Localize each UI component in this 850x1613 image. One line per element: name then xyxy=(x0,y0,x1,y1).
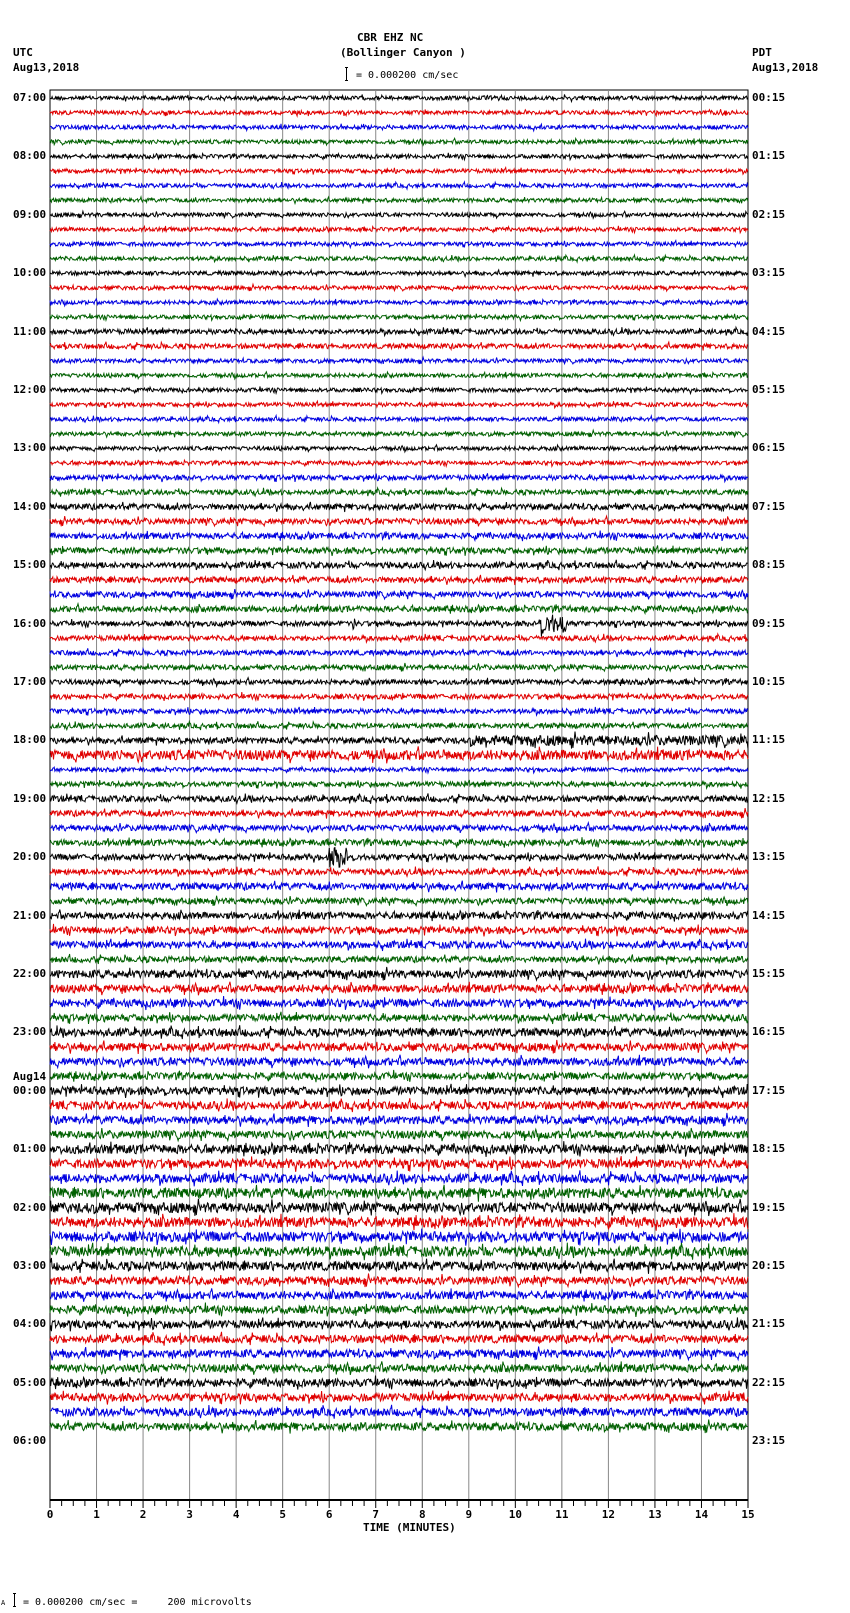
utc-hour-label: 22:00 xyxy=(13,967,47,980)
seismic-trace xyxy=(50,372,748,379)
seismic-trace xyxy=(50,255,748,262)
utc-hour-label: 01:00 xyxy=(13,1142,47,1156)
seismic-trace xyxy=(50,663,748,672)
pdt-hour-label: 19:15 xyxy=(752,1200,786,1214)
utc-hour-label: 18:00 xyxy=(13,733,47,747)
seismic-trace xyxy=(50,1274,748,1288)
seismic-trace xyxy=(50,1098,748,1112)
x-tick-label: 1 xyxy=(93,1508,100,1521)
utc-hour-label: 13:00 xyxy=(13,441,47,455)
seismic-trace xyxy=(50,357,748,364)
seismic-trace xyxy=(50,1347,748,1361)
left-timezone: UTC xyxy=(13,46,33,59)
pdt-hour-label: 16:15 xyxy=(752,1025,786,1039)
seismic-trace xyxy=(50,1025,748,1039)
seismic-trace xyxy=(50,124,748,131)
utc-hour-label: 08:00 xyxy=(13,149,47,163)
pdt-hour-label: 07:15 xyxy=(752,499,786,513)
seismic-trace xyxy=(50,808,748,819)
seismic-trace xyxy=(50,545,748,556)
seismic-trace xyxy=(50,996,748,1010)
pdt-hour-label: 09:15 xyxy=(752,616,786,630)
seismic-trace xyxy=(50,896,748,906)
seismic-trace xyxy=(50,182,748,189)
seismic-trace xyxy=(50,516,748,526)
pdt-hour-label: 00:15 xyxy=(752,91,786,104)
seismic-trace xyxy=(50,837,748,848)
seismic-trace xyxy=(50,881,748,893)
footer-prefix: A xyxy=(1,1599,6,1607)
seismic-trace xyxy=(50,473,748,482)
seismic-trace xyxy=(50,732,748,749)
seismic-trace xyxy=(50,766,748,773)
x-tick-label: 11 xyxy=(555,1508,569,1521)
seismic-trace xyxy=(50,138,748,145)
seismic-trace xyxy=(50,211,748,218)
seismic-trace xyxy=(50,153,748,160)
x-tick-label: 15 xyxy=(741,1508,755,1521)
seismic-trace xyxy=(50,780,748,789)
utc-hour-label: 20:00 xyxy=(13,850,47,864)
seismic-trace xyxy=(50,416,748,423)
seismic-trace xyxy=(50,1055,748,1069)
utc-hour-label: 16:00 xyxy=(13,616,47,630)
pdt-hour-label: 04:15 xyxy=(752,324,786,338)
utc-hour-label: 02:00 xyxy=(13,1200,47,1214)
seismic-trace xyxy=(50,1199,748,1216)
seismic-trace xyxy=(50,401,748,408)
utc-hour-label: 12:00 xyxy=(13,383,47,396)
utc-hour-label: 21:00 xyxy=(13,908,47,922)
utc-hour-label: 09:00 xyxy=(13,207,47,221)
seismic-trace xyxy=(50,168,748,175)
seismic-trace xyxy=(50,1141,748,1157)
seismic-trace xyxy=(50,1391,748,1405)
seismic-trace xyxy=(50,823,748,833)
pdt-hour-label: 17:15 xyxy=(752,1083,786,1097)
scale-label: = 0.000200 cm/sec xyxy=(356,70,459,81)
seismic-trace xyxy=(50,1332,748,1346)
utc-date-change-label: Aug14 xyxy=(13,1069,47,1083)
seismic-trace xyxy=(50,1317,748,1331)
seismic-trace xyxy=(50,502,748,512)
seismic-trace xyxy=(50,1185,748,1202)
utc-hour-label: 23:00 xyxy=(13,1025,47,1039)
seismic-trace xyxy=(50,1113,748,1127)
x-tick-label: 13 xyxy=(648,1508,662,1521)
seismic-trace xyxy=(50,1170,748,1186)
seismic-trace xyxy=(50,299,748,306)
seismic-trace xyxy=(50,1084,748,1098)
x-tick-label: 9 xyxy=(465,1508,473,1521)
station-title: CBR EHZ NC xyxy=(357,31,424,44)
pdt-hour-label: 03:15 xyxy=(752,266,786,280)
seismic-trace xyxy=(50,746,748,763)
seismic-trace xyxy=(50,531,748,542)
seismic-trace xyxy=(50,313,748,320)
pdt-hour-label: 11:15 xyxy=(752,733,786,747)
station-subtitle: (Bollinger Canyon ) xyxy=(340,46,466,59)
pdt-hour-label: 05:15 xyxy=(752,383,786,396)
seismic-trace xyxy=(50,678,748,687)
utc-hour-label: 11:00 xyxy=(13,324,47,338)
seismic-trace xyxy=(50,430,748,437)
pdt-hour-label: 18:15 xyxy=(752,1142,786,1156)
x-tick-label: 3 xyxy=(186,1508,193,1521)
seismic-trace xyxy=(50,910,748,922)
utc-hour-label: 19:00 xyxy=(13,791,47,805)
seismic-trace xyxy=(50,1243,748,1261)
pdt-hour-label: 06:15 xyxy=(752,441,786,455)
seismic-trace xyxy=(50,982,748,996)
utc-hour-label: 10:00 xyxy=(13,266,47,280)
seismic-trace xyxy=(50,615,748,637)
seismic-trace xyxy=(50,1420,748,1434)
seismic-trace xyxy=(50,866,748,877)
seismic-trace xyxy=(50,386,748,393)
footer-scale-bar-icon xyxy=(13,1593,16,1607)
utc-hour-label: 03:00 xyxy=(13,1259,47,1272)
x-tick-label: 4 xyxy=(232,1508,240,1521)
seismic-trace xyxy=(50,707,748,716)
seismic-trace xyxy=(50,327,748,336)
x-tick-label: 0 xyxy=(46,1508,54,1521)
seismic-trace xyxy=(50,1405,748,1419)
pdt-hour-label: 01:15 xyxy=(752,149,786,163)
pdt-hour-label: 10:15 xyxy=(752,675,786,688)
seismic-trace xyxy=(50,604,748,614)
seismic-trace xyxy=(50,1012,748,1024)
seismic-trace xyxy=(50,589,748,599)
right-timezone: PDT xyxy=(752,46,772,59)
seismic-trace xyxy=(50,1128,748,1142)
seismic-trace xyxy=(50,1156,748,1172)
seismic-trace xyxy=(50,197,748,204)
x-axis-label: TIME (MINUTES) xyxy=(363,1521,456,1534)
right-date: Aug13,2018 xyxy=(752,61,819,74)
utc-hour-label: 00:00 xyxy=(13,1083,47,1097)
utc-hour-label: 06:00 xyxy=(13,1434,47,1448)
seismic-trace xyxy=(50,226,748,233)
pdt-hour-label: 21:15 xyxy=(752,1317,786,1331)
seismic-trace xyxy=(50,445,748,452)
utc-hour-label: 15:00 xyxy=(13,558,47,572)
x-tick-label: 7 xyxy=(372,1508,380,1521)
x-tick-label: 6 xyxy=(325,1508,333,1521)
seismic-trace xyxy=(50,575,748,585)
seismic-trace xyxy=(50,1258,748,1274)
seismic-trace xyxy=(50,954,748,965)
x-tick-label: 5 xyxy=(279,1508,286,1521)
seismic-trace xyxy=(50,94,748,101)
seismic-trace xyxy=(50,284,748,291)
seismic-trace xyxy=(50,848,748,868)
pdt-hour-label: 08:15 xyxy=(752,558,786,572)
seismic-trace xyxy=(50,488,748,497)
seismic-trace xyxy=(50,1213,748,1231)
seismic-trace xyxy=(50,1376,748,1390)
seismic-trace xyxy=(50,241,748,248)
seismic-trace xyxy=(50,967,748,981)
pdt-hour-label: 20:15 xyxy=(752,1259,786,1272)
pdt-hour-label: 12:15 xyxy=(752,791,786,805)
utc-hour-label: 07:00 xyxy=(13,91,47,104)
utc-hour-label: 05:00 xyxy=(13,1375,47,1389)
seismic-trace xyxy=(50,721,748,730)
seismic-trace xyxy=(50,1303,748,1317)
seismic-trace xyxy=(50,939,748,951)
seismic-trace xyxy=(50,109,748,116)
seismic-trace xyxy=(50,1070,748,1082)
seismic-trace xyxy=(50,1229,748,1246)
pdt-hour-label: 02:15 xyxy=(752,207,786,221)
x-tick-label: 12 xyxy=(601,1508,616,1521)
seismic-trace xyxy=(50,692,748,701)
x-tick-label: 10 xyxy=(508,1508,522,1521)
seismic-trace xyxy=(50,560,748,571)
seismic-trace xyxy=(50,342,748,351)
utc-hour-label: 04:00 xyxy=(13,1317,47,1331)
seismic-trace xyxy=(50,1361,748,1375)
seismic-trace xyxy=(50,1040,748,1054)
pdt-hour-label: 22:15 xyxy=(752,1375,786,1389)
footer-scale-note: = 0.000200 cm/sec = 200 microvolts xyxy=(23,1597,252,1608)
seismic-trace xyxy=(50,793,748,803)
x-tick-label: 2 xyxy=(139,1508,147,1521)
x-tick-label: 14 xyxy=(694,1508,709,1521)
pdt-hour-label: 14:15 xyxy=(752,908,786,922)
x-tick-label: 8 xyxy=(418,1508,426,1521)
pdt-hour-label: 15:15 xyxy=(752,967,786,980)
pdt-hour-label: 23:15 xyxy=(752,1434,786,1448)
seismic-trace xyxy=(50,1288,748,1302)
seismic-trace xyxy=(50,648,748,657)
pdt-hour-label: 13:15 xyxy=(752,850,786,864)
seismic-trace xyxy=(50,634,748,643)
seismic-trace xyxy=(50,924,748,937)
seismic-trace xyxy=(50,270,748,277)
utc-hour-label: 17:00 xyxy=(13,675,47,688)
left-date: Aug13,2018 xyxy=(13,61,80,74)
utc-hour-label: 14:00 xyxy=(13,499,47,513)
seismic-trace xyxy=(50,459,748,466)
